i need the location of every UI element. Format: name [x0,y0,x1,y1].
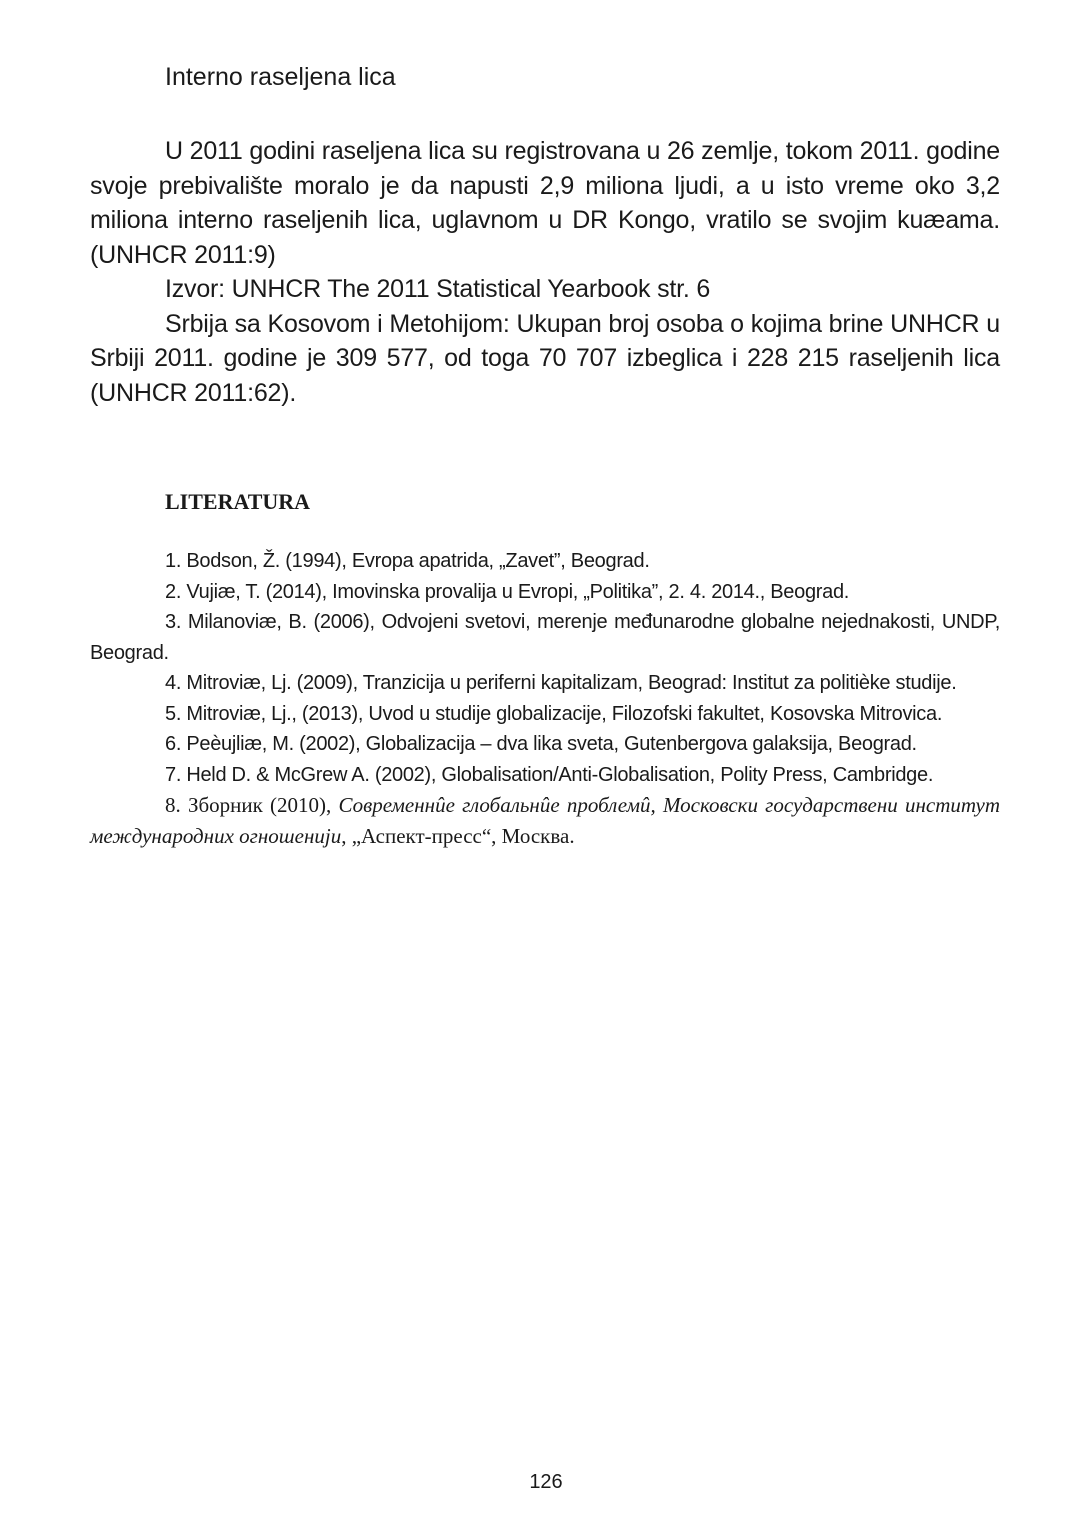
reference-suffix: , „Аспект-пресс“, Москва. [341,824,575,848]
reference-item [90,790,1000,852]
reference-item: 6. Peèujliæ, M. (2002), Globalizacija – dva lika sveta, Gutenbergova galaksija, Beograd. [165,733,917,755]
spacer [90,410,1000,487]
document-page [90,60,1000,852]
reference-list [90,546,1000,852]
literature-heading: LITERATURA [165,489,311,514]
reference-prefix: 8. Зборник (2010), [165,793,339,817]
section-heading: Interno raseljena lica [165,63,396,91]
reference-item: 3. Milanoviæ, B. (2006), Odvojeni svetovi, merenje međunarodne globalne nejednakosti, UNDP, Beograd. [90,611,1000,664]
body-paragraph: U 2011 godini raseljena lica su registrovana u 26 zemlje, tokom 2011. godine svoje prebivalište moralo je da napusti 2,9 miliona ljudi, a u isto vreme oko 3,2 miliona interno raseljenih lica, uglavnom u DR Kongo, vratilo se svojim kuæama. (UNHCR 2011:9) [90,137,1000,269]
source-line: Izvor: UNHCR The 2011 Statistical Yearbook str. 6 [165,275,711,303]
reference-item: 1. Bodson, Ž. (1994), Evropa apatrida, „Zavet”, Beograd. [165,550,650,572]
spacer [90,517,1000,546]
reference-item: 5. Mitroviæ, Lj., (2013), Uvod u studije globalizacije, Filozofski fakultet, Kosovska Mitrovica. [165,702,943,725]
reference-title-italic: Современнûе глобальнûе проблемû, Московски государствени институт международних огношенији [90,793,1000,848]
body-paragraph: Srbija sa Kosovom i Metohijom: Ukupan broj osoba o kojima brine UNHCR u Srbiji 2011. godine je 309 577, od toga 70 707 izbeglica i 228 215 raseljenih lica (UNHCR 2011:62). [90,309,1000,407]
reference-item: 4. Mitroviæ, Lj. (2009), Tranzicija u periferni kapitalizam, Beograd: Institut za politièke studije. [165,672,957,694]
reference-item: 7. Held D. & McGrew A. (2002), Globalisation/Anti-Globalisation, Polity Press, Cambridge. [165,763,934,786]
reference-item: 2. Vujiæ, T. (2014), Imovinska provalija u Evropi, „Politika”, 2. 4. 2014., Beograd. [165,580,850,603]
page-number: 126 [529,1471,563,1493]
spacer [90,94,1000,134]
